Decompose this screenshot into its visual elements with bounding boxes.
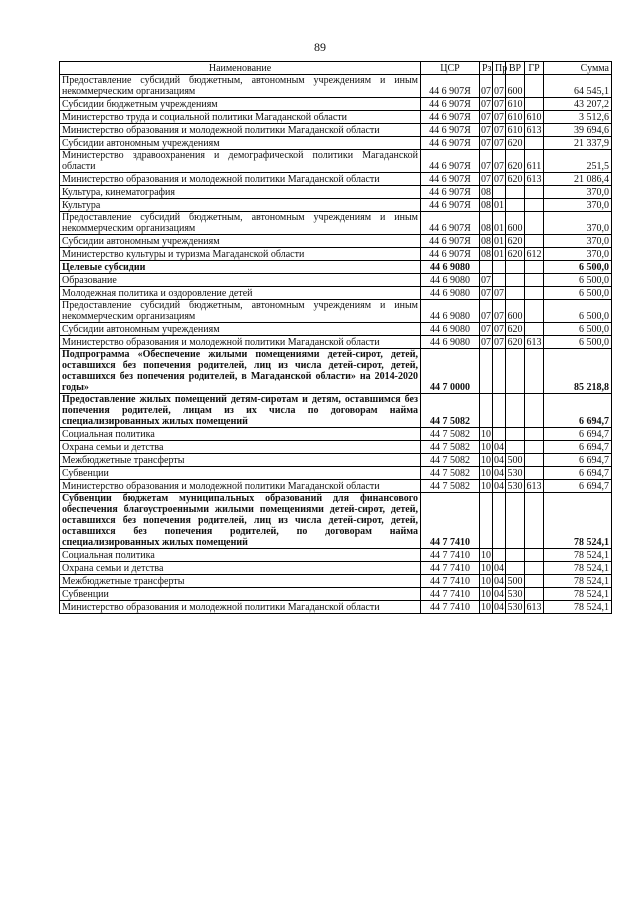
row-sum: 370,0 xyxy=(544,235,612,248)
row-name: Социальная политика xyxy=(60,428,421,441)
row-name: Образование xyxy=(60,274,421,287)
row-sum: 6 500,0 xyxy=(544,336,612,349)
row-name: Охрана семьи и детства xyxy=(60,562,421,575)
row-rz: 10 xyxy=(481,602,491,613)
row-sum: 6 500,0 xyxy=(544,287,612,300)
row-rz: 10 xyxy=(481,563,491,574)
table-row xyxy=(60,212,612,235)
row-csr: 44 7 7410 xyxy=(421,601,480,614)
row-rz: 10 xyxy=(481,468,491,479)
row-pr xyxy=(493,493,506,549)
row-sum: 370,0 xyxy=(544,186,612,199)
row-pr xyxy=(493,549,506,562)
row-name: Социальная политика xyxy=(60,549,421,562)
row-pr: 04 xyxy=(494,468,504,479)
row-pr: 07 xyxy=(494,288,504,299)
row-gr xyxy=(525,199,544,212)
table-row xyxy=(60,441,612,454)
row-csr: 44 6 907Я xyxy=(421,98,480,111)
row-vr xyxy=(506,186,525,199)
row-rz xyxy=(480,394,493,428)
row-sum: 6 500,0 xyxy=(544,261,612,274)
row-vr: 530 xyxy=(507,468,523,479)
row-name: Целевые субсидии xyxy=(60,261,421,274)
row-rz: 07 xyxy=(481,288,491,299)
row-vr xyxy=(506,274,525,287)
row-pr: 04 xyxy=(494,589,504,600)
row-gr: 613 xyxy=(526,481,542,492)
row-vr: 620 xyxy=(507,236,523,247)
row-vr: 530 xyxy=(507,602,523,613)
row-csr: 44 6 9080 xyxy=(421,336,480,349)
row-csr: 44 6 907Я xyxy=(421,124,480,137)
row-gr xyxy=(525,454,544,467)
page-number: 89 xyxy=(314,40,326,54)
row-pr: 04 xyxy=(494,563,504,574)
table-row xyxy=(60,562,612,575)
row-sum: 21 337,9 xyxy=(544,137,612,150)
row-gr xyxy=(525,588,544,601)
row-vr: 610 xyxy=(507,112,523,123)
table-row xyxy=(60,150,612,173)
row-gr xyxy=(525,549,544,562)
row-sum: 6 694,7 xyxy=(544,441,612,454)
row-csr: 44 7 5082 xyxy=(421,428,480,441)
row-csr: 44 7 0000 xyxy=(421,349,480,394)
column-header-vr: ВР xyxy=(506,62,525,75)
row-sum: 370,0 xyxy=(544,248,612,261)
row-rz: 10 xyxy=(481,455,491,466)
row-name: Субсидии автономным учреждениям xyxy=(60,235,421,248)
row-sum: 370,0 xyxy=(544,212,612,235)
row-pr: 07 xyxy=(494,99,504,110)
table-row xyxy=(60,428,612,441)
row-name: Министерство здравоохранения и демографической политики Магаданской области xyxy=(60,150,421,173)
row-pr: 04 xyxy=(494,455,504,466)
table-row xyxy=(60,575,612,588)
row-sum: 39 694,6 xyxy=(544,124,612,137)
row-name: Субсидии автономным учреждениям xyxy=(60,137,421,150)
row-rz: 07 xyxy=(481,275,491,286)
row-pr: 04 xyxy=(494,442,504,453)
table-row xyxy=(60,173,612,186)
row-gr xyxy=(525,394,544,428)
row-sum: 78 524,1 xyxy=(544,562,612,575)
row-pr xyxy=(493,349,506,394)
table-row xyxy=(60,248,612,261)
row-pr: 04 xyxy=(494,481,504,492)
table-row xyxy=(60,349,612,394)
table-row xyxy=(60,274,612,287)
row-name: Культура xyxy=(60,199,421,212)
row-vr xyxy=(506,394,525,428)
row-csr: 44 6 9080 xyxy=(421,287,480,300)
row-csr: 44 7 5082 xyxy=(421,441,480,454)
row-csr: 44 6 907Я xyxy=(421,173,480,186)
row-sum: 6 500,0 xyxy=(544,300,612,323)
row-csr: 44 6 9080 xyxy=(421,274,480,287)
column-header-csr: ЦСР xyxy=(421,62,480,75)
row-sum: 6 694,7 xyxy=(544,428,612,441)
table-row xyxy=(60,186,612,199)
row-gr xyxy=(525,261,544,274)
row-rz: 08 xyxy=(481,249,491,260)
row-vr: 530 xyxy=(507,589,523,600)
row-sum: 78 524,1 xyxy=(544,588,612,601)
table-row xyxy=(60,323,612,336)
row-vr xyxy=(506,261,525,274)
row-pr xyxy=(493,186,506,199)
row-vr: 500 xyxy=(507,576,523,587)
row-gr xyxy=(525,428,544,441)
column-header-pr: Пр xyxy=(493,62,506,75)
row-csr: 44 6 907Я xyxy=(421,186,480,199)
row-gr: 612 xyxy=(526,249,542,260)
table-body xyxy=(60,75,612,614)
row-pr: 07 xyxy=(493,75,506,98)
row-name: Предоставление субсидий бюджетным, автономным учреждениям и иным некоммерческим организациям xyxy=(60,300,421,323)
row-vr: 620 xyxy=(507,324,523,335)
row-name: Субсидии бюджетным учреждениям xyxy=(60,98,421,111)
row-csr: 44 6 907Я xyxy=(421,248,480,261)
row-csr: 44 6 9080 xyxy=(421,323,480,336)
row-gr xyxy=(525,493,544,549)
row-vr: 620 xyxy=(507,138,523,149)
row-gr xyxy=(525,300,544,323)
column-header-rz: Рз xyxy=(480,62,493,75)
row-vr xyxy=(506,562,525,575)
table-row xyxy=(60,111,612,124)
row-gr: 613 xyxy=(526,602,542,613)
row-name: Охрана семьи и детства xyxy=(60,441,421,454)
row-rz: 10 xyxy=(481,576,491,587)
row-name: Министерство образования и молодежной политики Магаданской области xyxy=(60,173,421,186)
row-rz: 07 xyxy=(481,337,491,348)
row-name: Межбюджетные трансферты xyxy=(60,454,421,467)
table-header-row xyxy=(60,62,612,75)
row-gr xyxy=(525,235,544,248)
row-rz: 07 xyxy=(480,300,493,323)
row-vr xyxy=(506,349,525,394)
row-name: Молодежная политика и оздоровление детей xyxy=(60,287,421,300)
row-pr: 04 xyxy=(494,602,504,613)
column-header-gr: ГР xyxy=(525,62,544,75)
row-vr: 620 xyxy=(506,150,525,173)
row-name: Министерство образования и молодежной политики Магаданской области xyxy=(60,124,421,137)
row-sum: 78 524,1 xyxy=(544,575,612,588)
row-pr: 04 xyxy=(494,576,504,587)
row-vr: 500 xyxy=(507,455,523,466)
table-row xyxy=(60,287,612,300)
row-name: Предоставление субсидий бюджетным, автономным учреждениям и иным некоммерческим организациям xyxy=(60,212,421,235)
row-name: Министерство труда и социальной политики Магаданской области xyxy=(60,111,421,124)
row-pr xyxy=(493,394,506,428)
row-pr: 07 xyxy=(494,174,504,185)
row-csr: 44 6 907Я xyxy=(421,137,480,150)
row-csr: 44 7 5082 xyxy=(421,454,480,467)
table-row xyxy=(60,235,612,248)
row-csr: 44 6 907Я xyxy=(421,111,480,124)
row-rz: 08 xyxy=(480,212,493,235)
row-name: Министерство образования и молодежной политики Магаданской области xyxy=(60,336,421,349)
row-rz xyxy=(480,261,493,274)
row-gr xyxy=(525,323,544,336)
row-pr: 01 xyxy=(493,212,506,235)
row-rz xyxy=(480,493,493,549)
row-sum: 6 500,0 xyxy=(544,274,612,287)
row-vr: 620 xyxy=(507,174,523,185)
row-rz: 10 xyxy=(481,481,491,492)
row-vr xyxy=(506,199,525,212)
table-row xyxy=(60,336,612,349)
row-name: Субвенции xyxy=(60,467,421,480)
row-csr: 44 7 5082 xyxy=(421,480,480,493)
row-pr: 07 xyxy=(494,125,504,136)
row-vr: 610 xyxy=(507,125,523,136)
row-csr: 44 6 907Я xyxy=(421,212,480,235)
row-gr xyxy=(525,75,544,98)
row-gr: 611 xyxy=(525,150,544,173)
table-row xyxy=(60,75,612,98)
row-pr: 07 xyxy=(494,138,504,149)
row-sum: 43 207,2 xyxy=(544,98,612,111)
row-name: Субвенции xyxy=(60,588,421,601)
row-csr: 44 6 907Я xyxy=(421,75,480,98)
row-rz: 07 xyxy=(481,138,491,149)
row-pr xyxy=(493,428,506,441)
row-gr: 613 xyxy=(526,125,542,136)
column-header-sum: Сумма xyxy=(544,62,612,75)
row-vr: 600 xyxy=(506,212,525,235)
row-sum: 85 218,8 xyxy=(544,349,612,394)
row-pr: 07 xyxy=(493,150,506,173)
row-vr: 610 xyxy=(507,99,523,110)
row-name: Министерство образования и молодежной политики Магаданской области xyxy=(60,601,421,614)
row-pr: 07 xyxy=(494,324,504,335)
row-pr: 07 xyxy=(494,112,504,123)
row-vr xyxy=(506,428,525,441)
row-sum: 3 512,6 xyxy=(544,111,612,124)
table-row xyxy=(60,124,612,137)
table-row xyxy=(60,394,612,428)
row-name: Культура, кинематография xyxy=(60,186,421,199)
row-vr: 600 xyxy=(506,75,525,98)
row-sum: 78 524,1 xyxy=(544,549,612,562)
table-row xyxy=(60,549,612,562)
row-name: Министерство культуры и туризма Магаданской области xyxy=(60,248,421,261)
row-csr: 44 7 5082 xyxy=(421,394,480,428)
row-name: Субсидии автономным учреждениям xyxy=(60,323,421,336)
row-sum: 6 694,7 xyxy=(544,394,612,428)
table-row xyxy=(60,261,612,274)
row-rz: 07 xyxy=(481,99,491,110)
row-rz: 10 xyxy=(481,442,491,453)
row-gr xyxy=(525,137,544,150)
row-csr: 44 7 7410 xyxy=(421,575,480,588)
row-gr: 610 xyxy=(526,112,542,123)
row-csr: 44 7 7410 xyxy=(421,493,480,549)
row-csr: 44 7 5082 xyxy=(421,467,480,480)
row-pr xyxy=(493,261,506,274)
row-gr: 613 xyxy=(526,337,542,348)
table-row xyxy=(60,493,612,549)
row-pr: 01 xyxy=(494,236,504,247)
row-sum: 64 545,1 xyxy=(544,75,612,98)
row-rz: 07 xyxy=(481,324,491,335)
row-sum: 6 500,0 xyxy=(544,323,612,336)
row-csr: 44 6 907Я xyxy=(421,235,480,248)
row-rz: 10 xyxy=(481,550,491,561)
column-header-name: Наименование xyxy=(60,62,421,75)
row-csr: 44 7 7410 xyxy=(421,562,480,575)
table-row xyxy=(60,300,612,323)
row-csr: 44 7 7410 xyxy=(421,549,480,562)
row-sum: 370,0 xyxy=(544,199,612,212)
row-vr xyxy=(506,549,525,562)
row-pr: 07 xyxy=(494,337,504,348)
row-vr xyxy=(506,441,525,454)
row-vr: 600 xyxy=(506,300,525,323)
row-rz: 08 xyxy=(481,236,491,247)
row-pr: 07 xyxy=(493,300,506,323)
table-row xyxy=(60,467,612,480)
row-gr xyxy=(525,98,544,111)
row-name: Министерство образования и молодежной политики Магаданской области xyxy=(60,480,421,493)
row-csr: 44 6 907Я xyxy=(421,199,480,212)
row-sum: 251,5 xyxy=(544,150,612,173)
row-name: Субвенции бюджетам муниципальных образований для финансового обеспечения благоустроенными жилыми помещениями детей-сирот, детей, оставшихся без попечения родителей, лиц из числа детей-сирот, детей, оставшихся без попечения родителей, по договорам найма специализированных жилых помещений xyxy=(60,493,421,549)
table-row xyxy=(60,601,612,614)
table-row xyxy=(60,137,612,150)
row-csr: 44 6 9080 xyxy=(421,300,480,323)
row-rz: 10 xyxy=(481,589,491,600)
row-gr xyxy=(525,575,544,588)
row-csr: 44 6 907Я xyxy=(421,150,480,173)
row-vr: 620 xyxy=(507,337,523,348)
row-vr xyxy=(506,493,525,549)
row-sum: 6 694,7 xyxy=(544,454,612,467)
row-vr: 620 xyxy=(507,249,523,260)
row-rz: 07 xyxy=(481,174,491,185)
row-rz: 07 xyxy=(480,75,493,98)
row-rz xyxy=(480,349,493,394)
row-pr xyxy=(493,274,506,287)
row-vr xyxy=(506,287,525,300)
row-sum: 78 524,1 xyxy=(544,601,612,614)
row-rz: 08 xyxy=(481,200,491,211)
row-gr xyxy=(525,467,544,480)
row-name: Подпрограмма «Обеспечение жилыми помещениями детей-сирот, детей, оставшихся без попечения родителей, лиц из числа детей-сирот, детей, оставшихся без попечения родителей, в Магаданской области» на 2014-2020 годы» xyxy=(60,349,421,394)
row-rz: 10 xyxy=(481,429,491,440)
row-pr: 01 xyxy=(494,249,504,260)
row-sum: 6 694,7 xyxy=(544,480,612,493)
row-vr: 530 xyxy=(507,481,523,492)
row-gr xyxy=(525,349,544,394)
row-pr: 01 xyxy=(494,200,504,211)
table-row xyxy=(60,588,612,601)
row-sum: 78 524,1 xyxy=(544,493,612,549)
table-row xyxy=(60,98,612,111)
row-sum: 6 694,7 xyxy=(544,467,612,480)
row-rz: 07 xyxy=(480,150,493,173)
row-rz: 08 xyxy=(481,187,491,198)
budget-table xyxy=(59,61,612,614)
table-row xyxy=(60,199,612,212)
row-sum: 21 086,4 xyxy=(544,173,612,186)
row-csr: 44 7 7410 xyxy=(421,588,480,601)
row-gr xyxy=(525,274,544,287)
row-name: Предоставление жилых помещений детям-сиротам и детям, оставшимся без попечения родителей, лицам из их числа по договорам найма специализированных жилых помещений xyxy=(60,394,421,428)
row-gr xyxy=(525,441,544,454)
row-gr xyxy=(525,212,544,235)
row-gr xyxy=(525,186,544,199)
table-row xyxy=(60,480,612,493)
row-rz: 07 xyxy=(481,125,491,136)
row-gr: 613 xyxy=(526,174,542,185)
row-rz: 07 xyxy=(481,112,491,123)
row-gr xyxy=(525,562,544,575)
row-name: Межбюджетные трансферты xyxy=(60,575,421,588)
table-row xyxy=(60,454,612,467)
row-csr: 44 6 9080 xyxy=(421,261,480,274)
row-name: Предоставление субсидий бюджетным, автономным учреждениям и иным некоммерческим организациям xyxy=(60,75,421,98)
row-gr xyxy=(525,287,544,300)
